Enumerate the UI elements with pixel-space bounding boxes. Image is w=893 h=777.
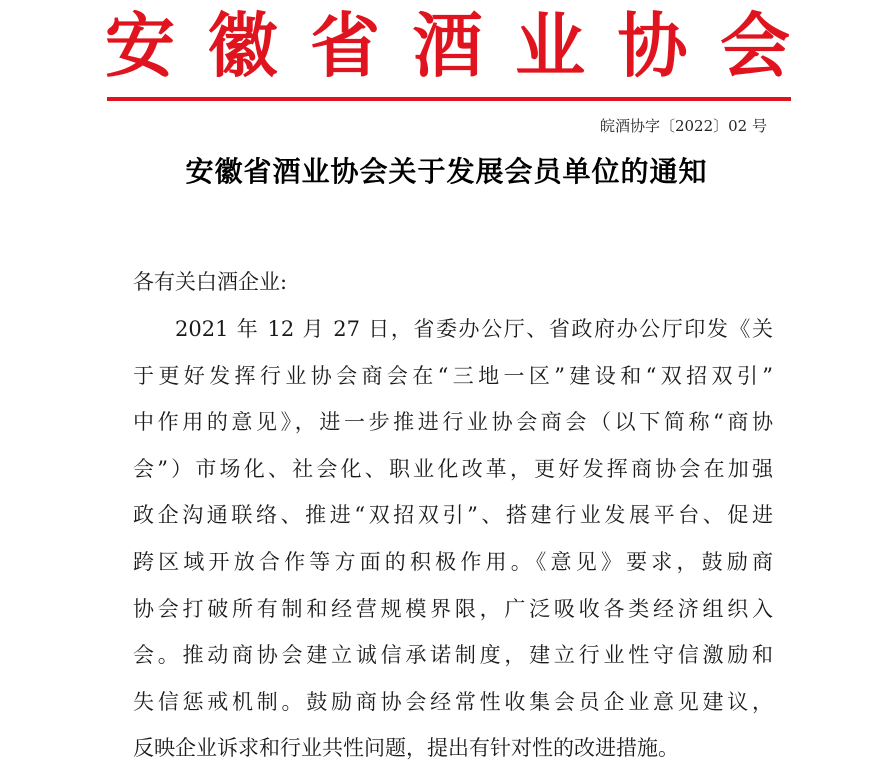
body-paragraph bbox=[133, 311, 773, 777]
masthead-char: 徽 bbox=[207, 4, 278, 87]
body-line: 失信惩戒机制。鼓励商协会经常性收集会员企业意见建议， bbox=[133, 689, 773, 714]
body-line: 协会打破所有制和经营规模界限，广泛吸收各类经济组织入 bbox=[133, 596, 773, 621]
body-line: 中作用的意见》，进一步推进行业协会商会（以下简称“商协 bbox=[133, 410, 773, 435]
masthead-char: 业 bbox=[515, 4, 585, 87]
document-title: 安徽省酒业协会关于发展会员单位的通知 bbox=[185, 155, 708, 188]
masthead-char: 协 bbox=[617, 4, 688, 87]
masthead-char: 会 bbox=[720, 4, 790, 87]
red-divider bbox=[107, 97, 791, 101]
body-line: 会”）市场化、社会化、职业化改革，更好发挥商协会在加强 bbox=[133, 456, 773, 481]
salutation: 各有关白酒企业: bbox=[133, 270, 288, 294]
body-line: 会。推动商协会建立诚信承诺制度，建立行业性守信激励和 bbox=[133, 643, 773, 668]
document-number: 皖酒协字〔2022〕02 号 bbox=[599, 117, 767, 135]
body-line: 政企沟通联络、推进“双招双引”、搭建行业发展平台、促进 bbox=[133, 503, 773, 528]
masthead-char: 省 bbox=[310, 4, 380, 87]
body-line: 反映企业诉求和行业共性问题，提出有针对性的改进措施。 bbox=[133, 736, 679, 761]
body-line: 2021 年 12 月 27 日，省委办公厅、省政府办公厅印发《关 bbox=[175, 317, 773, 341]
masthead-char: 酒 bbox=[412, 4, 483, 87]
masthead-title bbox=[105, 6, 790, 86]
masthead-char: 安 bbox=[105, 4, 175, 87]
body-line: 于更好发挥行业协会商会在“三地一区”建设和“双招双引” bbox=[133, 363, 773, 388]
body-line: 跨区域开放合作等方面的积极作用。《意见》要求，鼓励商 bbox=[133, 549, 773, 574]
